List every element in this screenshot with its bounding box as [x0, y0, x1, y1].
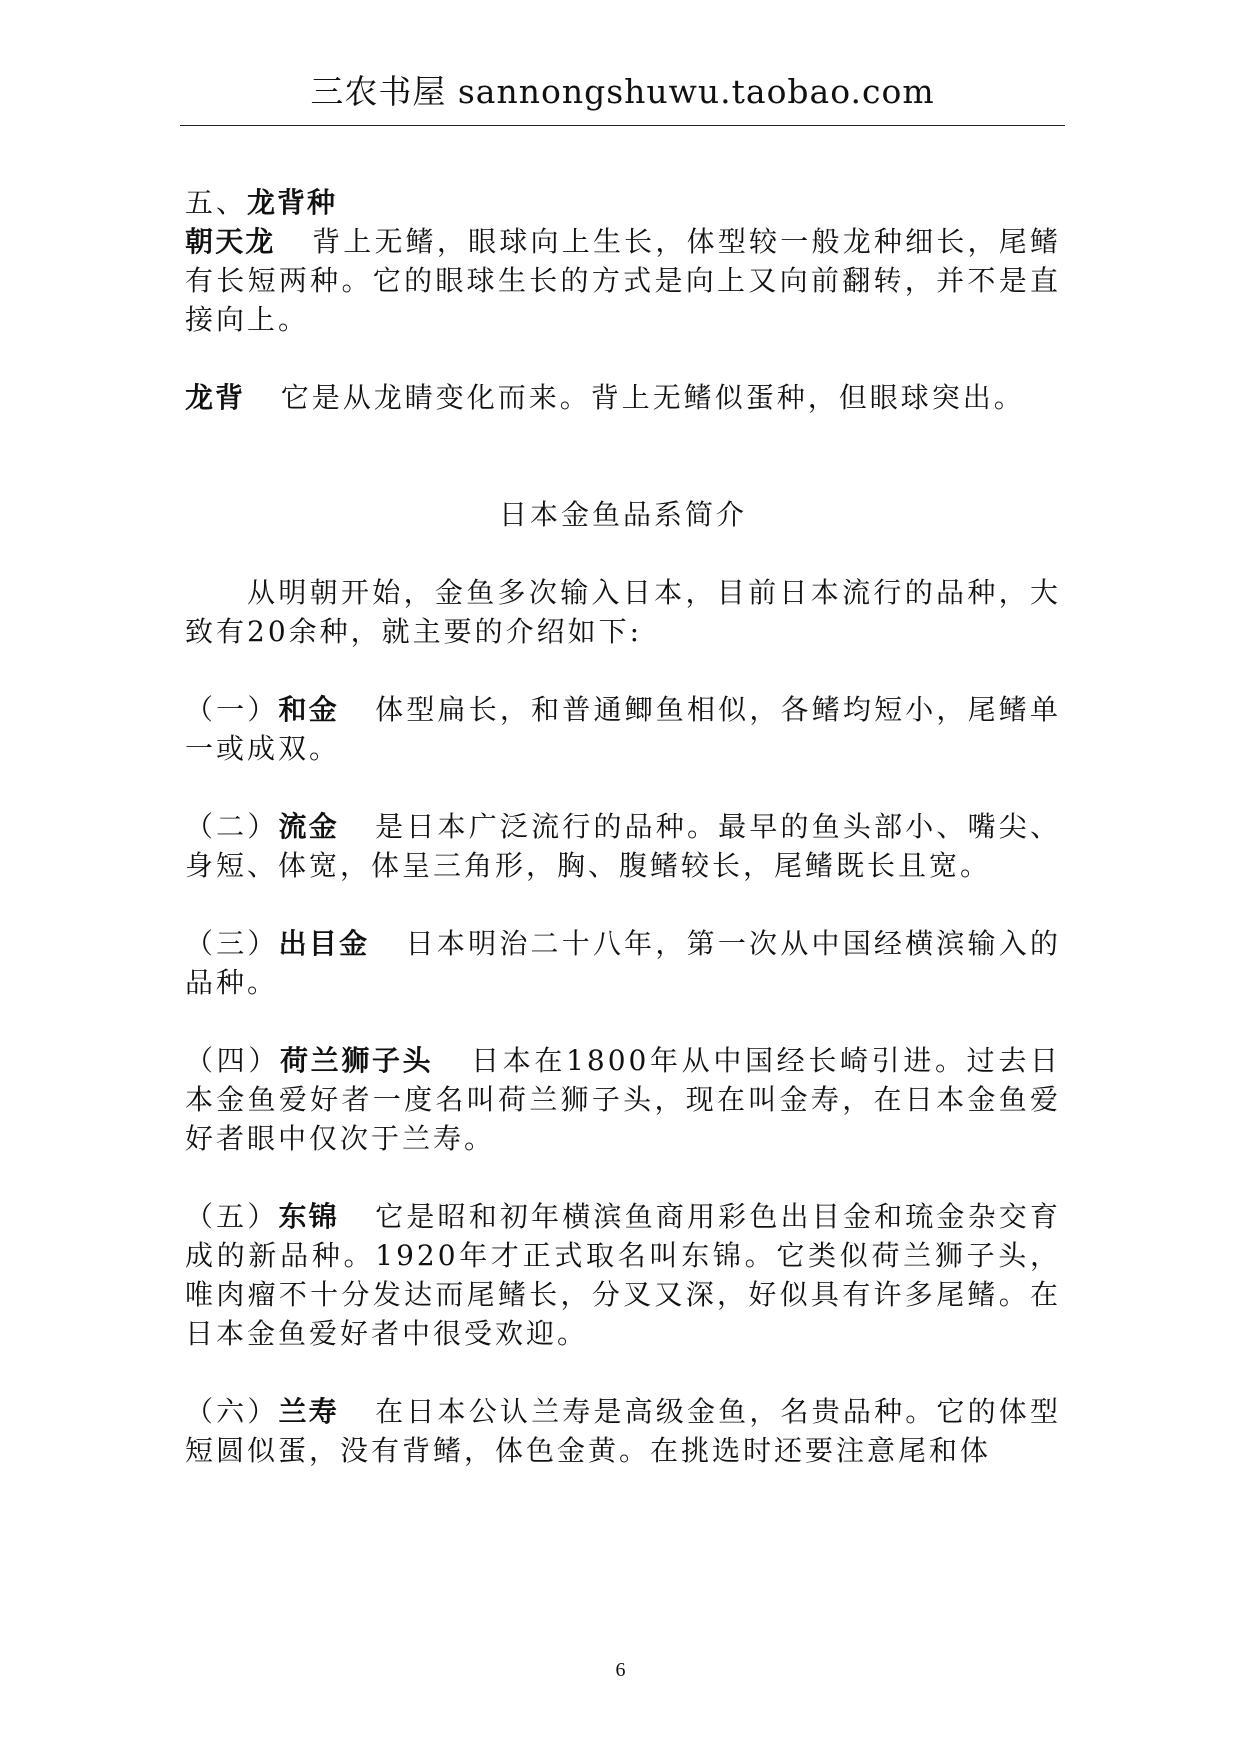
item-number: （四）	[185, 1044, 281, 1077]
section-title: 龙背种	[247, 186, 338, 219]
variety-name: 流金	[278, 810, 339, 843]
header-divider	[180, 125, 1065, 126]
intro-paragraph: 从明朝开始，金鱼多次输入日本，目前日本流行的品种，大致有20余种，就主要的介绍如下:	[185, 576, 1061, 648]
variety-entry	[185, 222, 1061, 339]
variety-name: 荷兰狮子头	[280, 1044, 434, 1077]
variety-description: 体型扁长，和普通鲫鱼相似，各鳍均短小，尾鳍单一或成双。	[185, 693, 1061, 765]
section-heading	[185, 183, 1061, 222]
item-number: （三）	[185, 927, 279, 960]
variety-name: 出目金	[278, 927, 370, 960]
variety-description: 在日本公认兰寿是高级金鱼，名贵品种。它的体型短圆似蛋，没有背鳍，体色金黄。在挑选时还要注意尾和体	[185, 1395, 1061, 1467]
variety-description: 它是从龙睛变化而来。背上无鳍似蛋种，但眼球突出。	[280, 381, 1025, 414]
variety-entry	[185, 1392, 1061, 1470]
item-number: （一）	[185, 693, 279, 726]
variety-name: 和金	[278, 693, 339, 726]
variety-entry	[185, 1041, 1061, 1158]
item-number: （二）	[185, 810, 279, 843]
variety-name: 朝天龙	[185, 225, 276, 258]
variety-entry	[185, 378, 1061, 417]
item-number: （五）	[185, 1200, 279, 1233]
variety-name: 龙背	[185, 381, 246, 414]
variety-description: 日本明治二十八年，第一次从中国经横滨输入的品种。	[185, 927, 1061, 999]
document-body	[185, 183, 1061, 1470]
variety-description: 背上无鳍，眼球向上生长，体型较一般龙种细长，尾鳍有长短两种。它的眼球生长的方式是向上又向前翻转，并不是直接向上。	[185, 225, 1061, 336]
variety-description: 它是昭和初年横滨鱼商用彩色出目金和琉金杂交育成的新品种。1920年才正式取名叫东锦。它类似荷兰狮子头，唯肉瘤不十分发达而尾鳍长，分叉又深，好似具有许多尾鳍。在日本金鱼爱好者中很受欢迎。	[185, 1200, 1061, 1350]
variety-description: 日本在1800年从中国经长崎引进。过去日本金鱼爱好者一度名叫荷兰狮子头，现在叫金寿，在日本金鱼爱好者眼中仅次于兰寿。	[185, 1044, 1061, 1155]
subsection-heading: 日本金鱼品系简介	[498, 498, 747, 531]
variety-entry	[185, 690, 1061, 768]
page-number: 6	[615, 1659, 626, 1681]
variety-name: 东锦	[278, 1200, 339, 1233]
variety-entry	[185, 924, 1061, 1002]
page-header: 三农书屋 sannongshuwu.taobao.com	[310, 72, 935, 111]
variety-name: 兰寿	[278, 1395, 339, 1428]
section-number: 五、	[185, 186, 248, 219]
variety-description: 是日本广泛流行的品种。最早的鱼头部小、嘴尖、身短、体宽，体呈三角形，胸、腹鳍较长，尾鳍既长且宽。	[185, 810, 1061, 882]
item-number: （六）	[185, 1395, 279, 1428]
variety-entry	[185, 807, 1061, 885]
variety-entry	[185, 1197, 1061, 1353]
